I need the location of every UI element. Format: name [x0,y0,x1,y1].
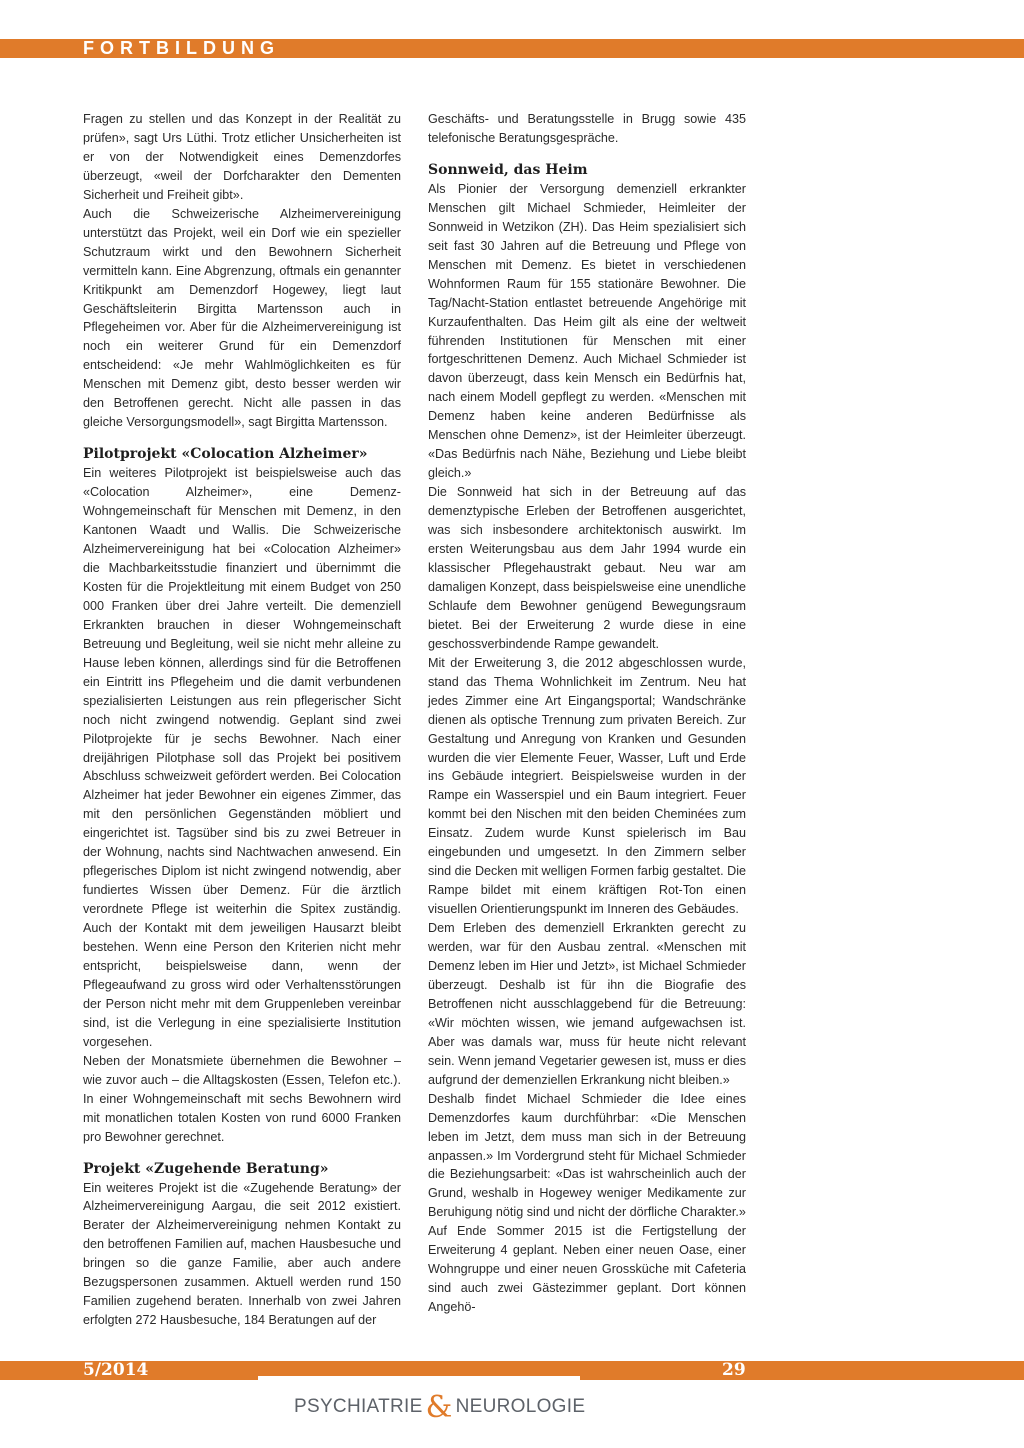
paragraph: Dem Erleben des demenziell Erkrankten gerecht zu werden, war für den Ausbau zentral. «Menschen mit Demenz leben im Hier und Jetzt», ist Michael Schmieder überzeugt. Deshalb ist für ihn die Biografie des Betroffenen nicht ausschlaggebend für die Betreuung: «Wir möchten wissen, wie jemand aufgewachsen ist. Aber was damals war, muss für heute nicht relevant sein. Wenn jemand Vegetarier gewesen ist, muss er dies aufgrund der demenziellen Erkrankung nicht bleiben.» [428,921,746,1087]
issue-number: 5/2014 [83,1360,149,1380]
paragraph: Neben der Monatsmiete übernehmen die Bewohner – wie zuvor auch – die Alltagskosten (Essen, Telefon etc.). In einer Wohngemeinschaft mit sechs Bewohnern wird mit monatlichen totalen Kosten von rund 6000 Franken pro Bewohner gerechnet. [83,1053,401,1144]
logo-word-psychiatrie: PSYCHIATRIE [294,1396,423,1417]
paragraph: Die Sonnweid hat sich in der Betreuung auf das demenztypische Erleben der Betroffenen ausgerichtet, was sich insbesondere architektonisch auswirkt. Im ersten Weiterungsbau aus dem Jahr 1994 wurde ein klassischer Pflegehaustrakt gebaut. Neu war am damaligen Konzept, dass beispielsweise eine unendliche Schlaufe dem Bewohner genügend Bewegungsraum bietet. Bei der Erweiterung 2 wurde diese in eine geschossverbindende Rampe gewandelt. [428,485,746,651]
section-label: FORTBILDUNG [83,38,280,58]
section-heading: Sonnweid, das Heim [428,161,588,178]
logo-text [294,1385,586,1425]
right-column [428,110,746,1317]
logo-ampersand: & [425,1390,453,1425]
journal-logo [258,1376,586,1425]
paragraph: Mit der Erweiterung 3, die 2012 abgeschlossen wurde, stand das Thema Wohnlichkeit im Zentrum. Neu hat jedes Zimmer eine Art Eingangsportal; Wandschränke dienen als optische Trennung zum privaten Bereich. Zur Gestaltung und Anregung von Kranken und Gesunden wurden die vier Elemente Feuer, Wasser, Luft und Erde ins Gebäude integriert. Beispielsweise wurden in der Rampe ein Wasserspiel und ein Baum integriert. Feuer kommt bei den Nischen mit den beiden Cheminées zum Einsatz. Zudem wurde Kunst spielerisch im Bau eingebunden und umgesetzt. In den Zimmern selber sind die Decken mit welligen Formen farbig gestaltet. Die Rampe bildet mit einem kräftigen Rot-Ton einen visuellen Orientierungspunkt im Inneren des Gebäudes. [428,655,746,917]
section-heading: Projekt «Zugehende Beratung» [83,1160,329,1177]
logo-word-neurologie: NEUROLOGIE [455,1396,586,1417]
left-column [83,110,401,1330]
paragraph: Deshalb findet Michael Schmieder die Idee eines Demenzdorfes kaum durchführbar: «Die Menschen leben im Jetzt, dem muss man sich in der Betreuung anpassen.» Im Vordergrund steht für Michael Schmieder die Beziehungsarbeit: «Das ist wahrscheinlich auch der Grund, weshalb in Hogewey weniger Medikamente zur Beruhigung nötig sind und nicht der dörfliche Charakter.» [428,1091,746,1220]
paragraph: Als Pionier der Versorgung demenziell erkrankter Menschen gilt Michael Schmieder, Heimleiter der Sonnweid in Wetzikon (ZH). Das Heim spezialisiert sich seit fast 30 Jahren auf die Betreuung und Pflege von Menschen mit Demenz. Es bietet in verschiedenen Wohnformen Raum für 155 stationäre Bewohner. Die Tag/Nacht-Station entlastet betreuende Angehörige mit Kurzaufenthalten. Das Heim gilt als eine der weltweit führenden Institutionen für Menschen mit einer fortgeschrittenen Demenz. Auch Michael Schmieder ist davon überzeugt, dass kein Mensch ein Bedürfnis hat, nach einem Modell gepflegt zu werden. «Menschen mit Demenz haben keine anderen Bedürfnisse als Menschen ohne Demenz», ist der Heimleiter überzeugt. «Das Bedürfnis nach Nähe, Beziehung und Liebe bleibt gleich.» [428,181,746,481]
section-heading: Pilotprojekt «Colocation Alzheimer» [83,446,368,463]
paragraph: Fragen zu stellen und das Konzept in der Realität zu prüfen», sagt Urs Lüthi. Trotz etlicher Unsicherheiten ist er von der Notwendigkeit eines Demenzdorfes überzeugt, «weil der Dorfcharakter den Dementen Sicherheit und Freiheit gibt». [83,112,401,202]
paragraph: Ein weiteres Pilotprojekt ist beispielsweise auch das «Colocation Alzheimer», eine Demenz-Wohngemeinschaft für Menschen mit Demenz, in den Kantonen Waadt und Wallis. Die Schweizerische Alzheimervereinigung hat bei «Colocation Alzheimer» die Machbarkeitsstudie finanziert und übernimmt die Kosten für die Projektleitung mit einem Budget von 250 000 Franken über drei Jahre verteilt. Die demenziell Erkrankten brauchen in dieser Wohngemeinschaft Betreuung und Begleitung, weil sie nicht mehr alleine zu Hause leben können, allerdings sind für die Betroffenen ein Eintritt ins Pflegeheim und die damit verbundenen spezialisierten Leistungen aus rein pflegerischer Sicht noch nicht zwingend notwendig. Geplant sind zwei Pilotprojekte für je sechs Bewohner. Nach einer dreijährigen Pilotphase soll das Projekt bei positivem Abschluss schweizweit gefördert werden. Bei Colocation Alzheimer hat jeder Bewohner ein eigenes Zimmer, das mit den persönlichen Gegenständen möbliert und eingerichtet ist. Tagsüber sind bis zu zwei Betreuer in der Wohnung, nachts sind Nachtwachen anwesend. Ein pflegerisches Diplom ist nicht zwingend notwendig, aber fundiertes Wissen über Demenz. Für die ärztlich verordnete Pflege ist weiterhin die Spitex zuständig. Auch der Kontakt mit dem jeweiligen Hausarzt bleibt bestehen. Wenn eine Person den Kriterien nicht mehr entspricht, beispielsweise dann, wenn der Pflegeaufwand zu gross wird oder Verhaltensstörungen der Person nicht mehr mit dem Gruppenleben vereinbar sind, ist die Verlegung in eine spezialisierte Institution vorgesehen. [83,466,401,1049]
paragraph: Auf Ende Sommer 2015 ist die Fertigstellung der Erweiterung 4 geplant. Neben einer neuen Oase, einer Wohngruppe und einer neuen Grossküche mit Cafeteria sind auch zwei Gästezimmer geplant. Dort können Angehö- [428,1224,746,1315]
page-number: 29 [722,1360,746,1380]
paragraph: Ein weiteres Projekt ist die «Zugehende Beratung» der Alzheimervereinigung Aargau, die seit 2012 existiert. Berater der Alzheimervereinigung nehmen Kontakt zu den betroffenen Familien auf, machen Hausbesuche und bringen so die ganze Familie, aber auch andere Bezugspersonen zusammen. Aktuell werden rund 150 Familien zugehend beraten. Innerhalb von zwei Jahren erfolgten 272 Hausbesuche, 184 Beratungen auf der [83,1180,401,1328]
paragraph: Auch die Schweizerische Alzheimervereinigung unterstützt das Projekt, weil ein Dorf wie ein spezieller Schutzraum wirkt und den Bewohnern Sicherheit vermitteln kann. Eine Abgrenzung, oftmals ein genannter Kritikpunkt am Demenzdorf Hogewey, liegt laut Geschäftsleiterin Birgitta Martensson auch in Pflegeheimen vor. Aber für die Alzheimervereinigung ist noch ein weiterer Grund für ein Demenzdorf entscheidend: «Je mehr Wahlmöglichkeiten es für Menschen mit Demenz gibt, desto besser werden wir den Betroffenen gerecht. Nicht alle passen in das gleiche Versorgungsmodell», sagt Birgitta Martensson. [83,206,401,430]
paragraph: Geschäfts- und Beratungsstelle in Brugg sowie 435 telefonische Beratungsgespräche. [428,112,746,145]
